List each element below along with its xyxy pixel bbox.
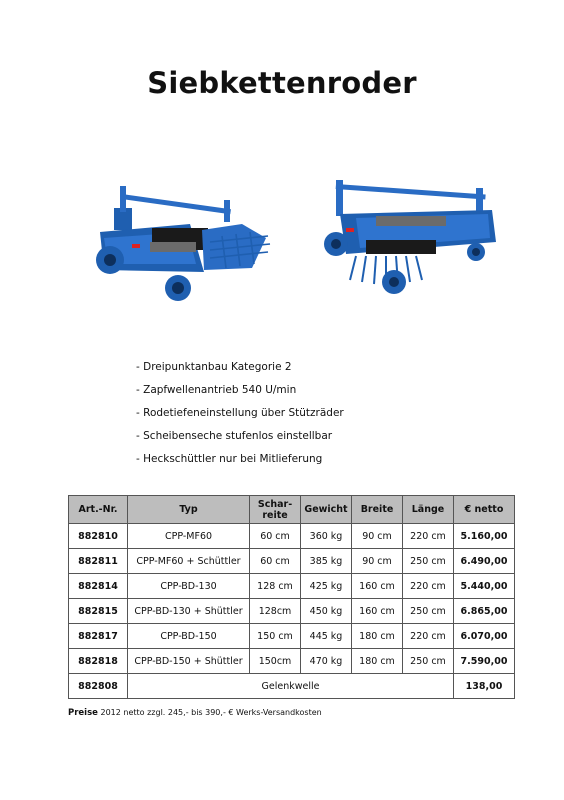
cell-price: 6.865,00 bbox=[454, 599, 515, 624]
cell-price: 7.590,00 bbox=[454, 649, 515, 674]
table-row bbox=[69, 549, 515, 574]
feature-item: - Rodetiefeneinstellung über Stützräder bbox=[136, 407, 344, 419]
cell-laenge: 250 cm bbox=[403, 649, 454, 674]
footnote-text: 2012 netto zzgl. 245,- bis 390,- € Werks-Versandkosten bbox=[100, 708, 322, 717]
cell-laenge: 220 cm bbox=[403, 574, 454, 599]
table-row bbox=[69, 624, 515, 649]
machine-frame bbox=[336, 180, 496, 254]
cell-gewicht: 470 kg bbox=[301, 649, 352, 674]
price-footnote bbox=[68, 708, 322, 718]
cell-breite: 90 cm bbox=[352, 549, 403, 574]
logo-badge bbox=[132, 244, 140, 248]
table-row bbox=[69, 524, 515, 549]
cell-typ: CPP-BD-130 + Shüttler bbox=[128, 599, 250, 624]
feature-item: - Scheibenseche stufenlos einstellbar bbox=[136, 430, 333, 442]
table-row bbox=[69, 574, 515, 599]
cell-typ: CPP-MF60 + Schüttler bbox=[128, 549, 250, 574]
cell-gewicht: 385 kg bbox=[301, 549, 352, 574]
cell-breite: 90 cm bbox=[352, 524, 403, 549]
cell-gewicht: 360 kg bbox=[301, 524, 352, 549]
table-row bbox=[69, 649, 515, 674]
cell-typ: CPP-BD-130 bbox=[128, 574, 250, 599]
potato-digger-image-left bbox=[92, 172, 280, 308]
cell-breite: 180 cm bbox=[352, 624, 403, 649]
logo-badge bbox=[346, 228, 354, 232]
price-table bbox=[68, 495, 515, 699]
header-scharbreite: Schar- reite bbox=[250, 496, 301, 524]
cell-artnr: 882817 bbox=[69, 624, 128, 649]
table-row-gelenkwelle bbox=[69, 674, 515, 699]
cell-gewicht: 425 kg bbox=[301, 574, 352, 599]
cell-laenge: 250 cm bbox=[403, 549, 454, 574]
feature-item: - Heckschüttler nur bei Mitlieferung bbox=[136, 453, 323, 465]
cell-gewicht: 445 kg bbox=[301, 624, 352, 649]
cell-typ: CPP-BD-150 bbox=[128, 624, 250, 649]
machine-frame bbox=[100, 186, 266, 272]
cell-laenge: 220 cm bbox=[403, 524, 454, 549]
cell-scharbreite: 128cm bbox=[250, 599, 301, 624]
cell-artnr: 882810 bbox=[69, 524, 128, 549]
cell-artnr: 882808 bbox=[69, 674, 128, 699]
cell-scharbreite: 60 cm bbox=[250, 524, 301, 549]
cell-price: 6.070,00 bbox=[454, 624, 515, 649]
feature-item: - Zapfwellenantrieb 540 U/min bbox=[136, 384, 297, 396]
cell-artnr: 882811 bbox=[69, 549, 128, 574]
cell-gelenkwelle: Gelenkwelle bbox=[128, 674, 454, 699]
cell-scharbreite: 150cm bbox=[250, 649, 301, 674]
footnote-lead: Preise bbox=[68, 708, 98, 718]
table-row bbox=[69, 599, 515, 624]
header-laenge: Länge bbox=[403, 496, 454, 524]
cell-price: 6.490,00 bbox=[454, 549, 515, 574]
cell-artnr: 882818 bbox=[69, 649, 128, 674]
cell-scharbreite: 60 cm bbox=[250, 549, 301, 574]
cell-scharbreite: 128 cm bbox=[250, 574, 301, 599]
cell-laenge: 250 cm bbox=[403, 599, 454, 624]
cell-price: 5.160,00 bbox=[454, 524, 515, 549]
feature-item: - Dreipunktanbau Kategorie 2 bbox=[136, 361, 292, 373]
cell-laenge: 220 cm bbox=[403, 624, 454, 649]
page-title: Siebkettenroder bbox=[147, 66, 417, 100]
cell-typ: CPP-MF60 bbox=[128, 524, 250, 549]
header-preis: € netto bbox=[454, 496, 515, 524]
cell-price: 138,00 bbox=[454, 674, 515, 699]
cell-artnr: 882815 bbox=[69, 599, 128, 624]
cell-breite: 160 cm bbox=[352, 574, 403, 599]
feature-list bbox=[136, 360, 344, 475]
cell-scharbreite: 150 cm bbox=[250, 624, 301, 649]
cell-artnr: 882814 bbox=[69, 574, 128, 599]
header-typ: Typ bbox=[128, 496, 250, 524]
header-gewicht: Gewicht bbox=[301, 496, 352, 524]
potato-digger-image-right bbox=[316, 168, 508, 302]
table-header-row bbox=[69, 496, 515, 524]
cell-breite: 180 cm bbox=[352, 649, 403, 674]
cell-gewicht: 450 kg bbox=[301, 599, 352, 624]
header-breite: Breite bbox=[352, 496, 403, 524]
cell-price: 5.440,00 bbox=[454, 574, 515, 599]
header-artnr: Art.-Nr. bbox=[69, 496, 128, 524]
cell-breite: 160 cm bbox=[352, 599, 403, 624]
cell-typ: CPP-BD-150 + Shüttler bbox=[128, 649, 250, 674]
